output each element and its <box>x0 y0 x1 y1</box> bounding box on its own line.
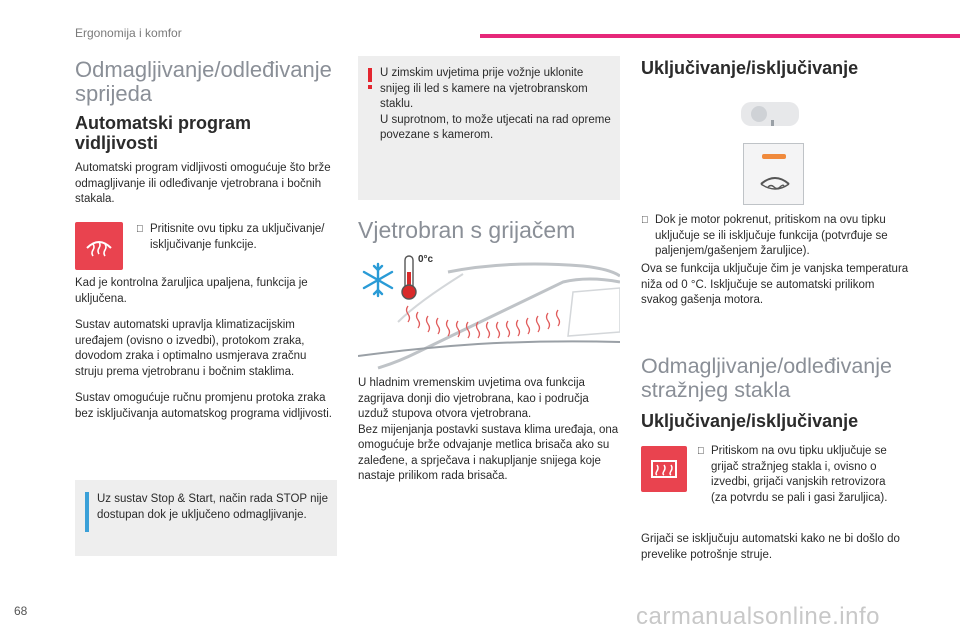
heading-heated-windscreen: Vjetrobran s grijačem <box>358 217 576 243</box>
section-title: Ergonomija i komfor <box>75 26 182 40</box>
bullet-marker <box>136 222 144 238</box>
indicator-text: Kad je kontrolna žaruljica upaljena, funkcija je uključena. <box>75 277 308 305</box>
warning-icon <box>366 68 374 90</box>
thermometer-icon <box>402 256 416 299</box>
front-defrost-button-icon <box>75 222 123 270</box>
heated-windscreen-auto-text: Ova se funkcija uključuje čim je vanjska temperatura niža od 0 °C. Isključuje se automatski prilikom svakog gašenja motora. <box>641 263 909 306</box>
rear-defrost-auto-off-text: Grijači se isključuju automatski kako ne bi došlo do prevelike potrošnje struje. <box>641 533 900 561</box>
heated-windscreen-diagram <box>358 252 620 370</box>
mirror-sensor-illustration <box>735 98 805 132</box>
rear-defrost-button-icon <box>641 446 687 492</box>
front-defrost-icon <box>84 234 114 258</box>
heated-windscreen-icon <box>758 170 792 196</box>
indicator-lamp <box>762 154 786 159</box>
manual-change-text: Sustav omogućuje ručnu promjenu protoka zraka bez isključivanja automatskog programa vidljivosti. <box>75 392 332 420</box>
info-note-text: Uz sustav Stop & Start, način rada STOP nije dostupan dok je uključeno odmagljivanje. <box>97 493 328 521</box>
heading-visibility-program: Automatski program vidljivosti <box>75 113 252 153</box>
rear-defrost-bullet <box>697 444 897 506</box>
bullet-text: Dok je motor pokrenut, pritiskom na ovu tipku uključuje se ili isključuje funkcija (potvrđuje se paljenjem/gašenjem žaruljice). <box>655 214 888 257</box>
heated-windscreen-illustration <box>358 252 620 370</box>
front-defrost-bullet <box>136 222 341 253</box>
info-icon <box>85 492 89 532</box>
auto-control-text: Sustav automatski upravlja klimatizacijskim uređajem (ovisno o izvedbi), protokom zraka, dovodom zraka i optimalno usmjerava zračnu struju prema vjetrobranu i bočnim staklima. <box>75 319 307 378</box>
warning-note <box>358 56 620 200</box>
page-number: 68 <box>14 604 28 618</box>
heading-rear-on-off: Uključivanje/isključivanje <box>641 411 859 431</box>
heading-rear-defog: Odmagljivanje/odleđivanje stražnjeg stakla <box>641 354 892 402</box>
bullet-marker <box>641 213 649 229</box>
heading-front-defog: Odmagljivanje/odleđivanje sprijeda <box>75 57 332 106</box>
watermark: carmanualsonline.info <box>636 603 880 630</box>
bullet-marker <box>697 444 705 460</box>
bullet-text: Pritisnite ovu tipku za uključivanje/ isključivanje funkcije. <box>150 223 325 251</box>
heated-windscreen-bullet <box>641 213 911 260</box>
section-accent-bar <box>480 34 960 38</box>
rear-defrost-icon <box>650 458 678 480</box>
temperature-label: 0°c <box>418 254 434 265</box>
heated-windscreen-button[interactable] <box>743 143 804 205</box>
warning-note-text: U zimskim uvjetima prije vožnje uklonite snijeg ili led s kamere na vjetrobranskom staklu. U suprotnom, to može utjecati na rad opreme povezane s kamerom. <box>380 67 611 141</box>
snowflake-icon <box>364 264 392 296</box>
visibility-intro: Automatski program vidljivosti omogućuje što brže odmagljivanje ili odleđivanje vjetrobrana i bočnih stakala. <box>75 162 331 205</box>
heated-windscreen-text: U hladnim vremenskim uvjetima ova funkcija zagrijava donji dio vjetrobrana, kao i područja uzduž stupova otvora vjetrobrana. Bez mijenjanja postavki sustava klima uređaja, ona omogućuje brže odvajanje metlica brisača ako su zaleđene, a sprječava i nakupljanje snijega koje nastaje prilikom rada brisača. <box>358 377 619 482</box>
mirror-camera-icon <box>735 98 805 132</box>
info-note <box>75 480 337 556</box>
bullet-text: Pritiskom na ovu tipku uključuje se grijač stražnjeg stakla i, ovisno o izvedbi, grijači vanjskih retrovizora (za potvrdu se pali i gasi žaruljica). <box>711 445 888 504</box>
heading-on-off: Uključivanje/isključivanje <box>641 58 859 78</box>
